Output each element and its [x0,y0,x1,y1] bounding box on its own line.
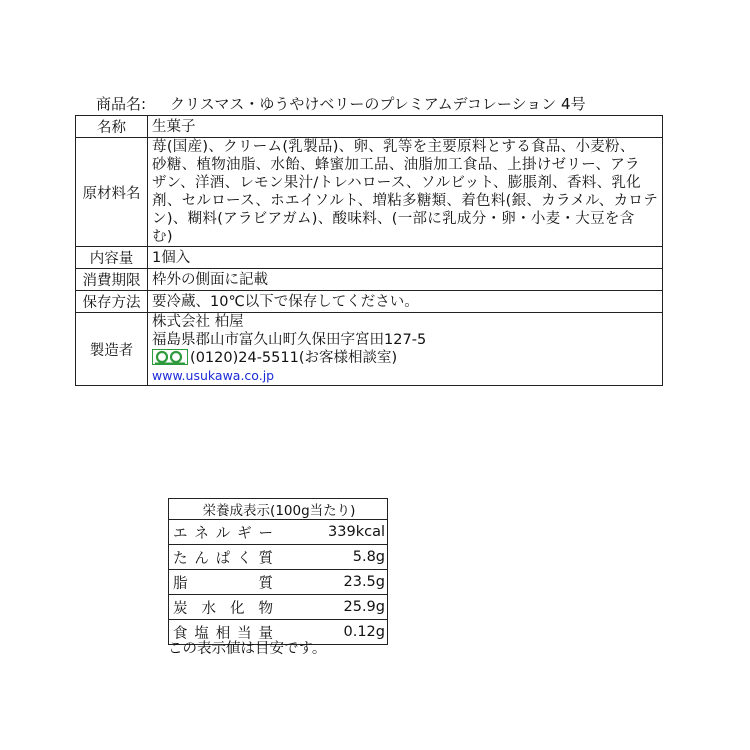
nutrition-note: この表示値は目安です。 [168,641,327,657]
nutrition-label-char: ー [258,525,273,542]
nutrition-value: 339kcal [315,520,388,545]
nutrition-label-char: 化 [230,600,245,617]
volume-value: 1個入 [148,247,663,269]
ingredients-value [148,138,663,247]
expiry-value: 枠外の側面に記載 [148,269,663,291]
name-value: 生菓子 [148,116,663,138]
nutrition-row [169,570,388,595]
nutrition-row [169,595,388,620]
maker-label: 製造者 [76,313,148,386]
nutrition-header-row [169,499,388,520]
ingredients-label: 原材料名 [76,138,148,247]
maker-address: 福島県郡山市富久山町久保田字宮田127-5 [152,332,427,348]
nutrition-label [169,520,316,545]
maker-url-link[interactable]: www.usukawa.co.jp [152,368,275,383]
maker-company: 株式会社 柏屋 [152,314,244,330]
maker-value [148,313,663,386]
expiry-label: 消費期限 [76,269,148,291]
nutrition-label-text [173,547,273,568]
nutrition-label-char: 物 [258,600,273,617]
nutrition-value: 23.5g [315,570,388,595]
product-name: クリスマス・ゆうやけベリーのプレミアムデコレーション 4号 [170,95,586,113]
nutrition-label [169,570,316,595]
storage-label: 保存方法 [76,291,148,313]
nutrition-label-char: ギ [237,525,252,542]
maker-phone-line [152,349,658,367]
nutrition-label-text [173,522,273,543]
nutrition-label [169,595,316,620]
nutrition-row [169,520,388,545]
nutrition-label-char: く [237,550,252,567]
nutrition-label-char: 食 [173,625,188,642]
nutrition-label-char: ぱ [215,550,231,567]
nutrition-label-char: 塩 [194,625,209,642]
nutrition-label-char: 脂 [173,575,188,592]
nutrition-label-char: 炭 [173,600,188,617]
nutrition-label-char: 質 [258,575,273,592]
ingredients-row [76,138,663,247]
maker-row [76,313,663,386]
name-label: 名称 [76,116,148,138]
nutrition-label-text [173,572,273,593]
nutrition-label-char: ル [215,525,231,542]
nutrition-row [169,545,388,570]
volume-row [76,247,663,269]
nutrition-label-text [173,597,273,618]
nutrition-label-char: 相 [215,625,231,642]
nutrition-table [168,498,388,645]
storage-value: 要冷蔵、10℃以下で保存してください。 [148,291,663,313]
nutrition-label [169,545,316,570]
ingredients-line: 剤、セルロース、ホエイソルト、増粘多糖類、着色料(銀、カラメル、カロテ [152,193,658,209]
freedial-icon [152,349,188,365]
ingredients-line: 砂糖、植物油脂、水飴、蜂蜜加工品、油脂加工食品、上掛けゼリー、アラ [152,157,640,173]
nutrition-value: 0.12g [315,620,388,645]
name-row [76,116,663,138]
nutrition-label-char: 量 [258,625,273,642]
maker-phone: (0120)24-5511(お客様相談室) [190,350,398,366]
nutrition-header: 栄養成表示(100g当たり) [169,499,388,520]
ingredients-line: ザン、洋酒、レモン果汁/トレハロース、ソルビット、膨脹剤、香料、乳化 [152,175,641,191]
nutrition-label-char: ん [194,550,209,567]
nutrition-label-char: ネ [194,525,209,542]
nutrition-label-char: 質 [258,550,273,567]
ingredients-line: ン)、糊料(アラビアガム)、酸味料、(一部に乳成分・卵・小麦・大豆を含 [152,211,635,227]
expiry-row [76,269,663,291]
ingredients-line: む) [152,229,173,245]
nutrition-label-char: エ [173,525,188,542]
label-table [75,115,663,386]
product-label: 商品名: [96,95,147,113]
nutrition-label-char: 水 [201,600,216,617]
nutrition-label-char: 当 [237,625,252,642]
product-title [96,93,586,114]
nutrition-value: 5.8g [315,545,388,570]
ingredients-line: 苺(国産)、クリーム(乳製品)、卵、乳等を主要原料とする食品、小麦粉、 [152,139,635,155]
storage-row [76,291,663,313]
nutrition-value: 25.9g [315,595,388,620]
volume-label: 内容量 [76,247,148,269]
nutrition-label-char: た [173,550,188,567]
